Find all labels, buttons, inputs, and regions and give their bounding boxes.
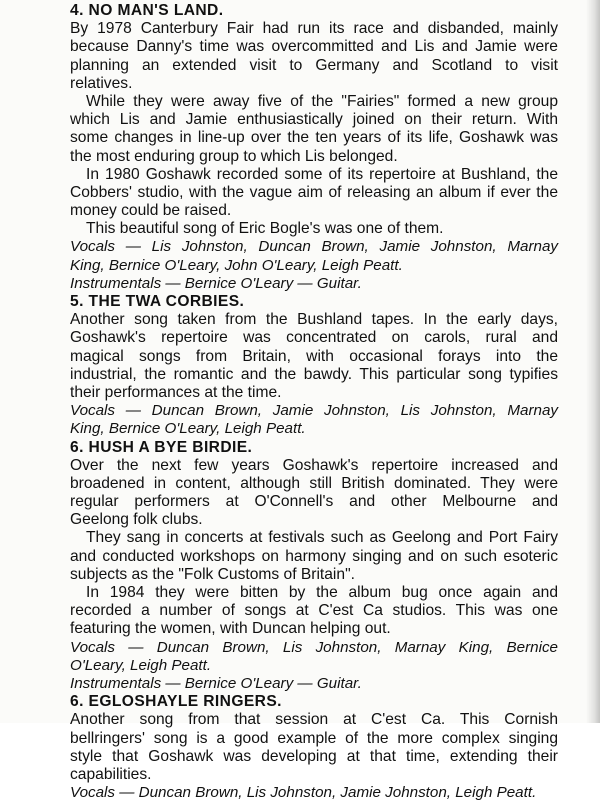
credits-line: King, Bernice O'Leary, Leigh Peatt.: [70, 420, 306, 438]
paragraph-line: regular performers at O'Connell's and other Melbourne and: [70, 493, 558, 511]
paragraph-line: Another song taken from the Bushland tapes. In the early days,: [70, 311, 558, 329]
paragraph-line: They sang in concerts at festivals such as Geelong and Port Fairy: [86, 529, 558, 547]
paragraph-line: some changes in line-up over the ten years of its life, Goshawk was: [70, 129, 558, 147]
paragraph-line: relatives.: [70, 74, 133, 92]
paragraph-line: their performances at the time.: [70, 383, 282, 401]
paragraph-line: planning an extended visit to Germany and Scotland to visit: [70, 56, 558, 74]
paragraph-line: recorded a number of songs at C'est Ca studios. This was one: [70, 602, 558, 620]
paragraph-line: Goshawk's repertoire was concentrated on carols, rural and: [70, 329, 558, 347]
credits-line: Instrumentals — Bernice O'Leary — Guitar.: [70, 674, 362, 692]
credits-line: Vocals — Duncan Brown, Lis Johnston, Marnay King, Bernice: [70, 638, 558, 656]
page-edge-shadow: [586, 0, 600, 723]
section-heading-twa-corbies: 5. THE TWA CORBIES.: [70, 293, 245, 310]
credits-line: Vocals — Duncan Brown, Jamie Johnston, Lis Johnston, Marnay: [70, 402, 558, 420]
liner-notes-text: [70, 2, 558, 802]
paragraph-line: bellringers' song is a good example of the more complex singing: [70, 729, 558, 747]
paragraph-line: Cobbers' studio, with the vague aim of releasing an album if ever the: [70, 183, 558, 201]
paragraph-line: industrial, the romantic and the bawdy. This particular song typifies: [70, 365, 558, 383]
paragraph-line: style that Goshawk was developing at that time, extending their: [70, 747, 558, 765]
paragraph-line: Another song from that session at C'est Ca. This Cornish: [70, 711, 558, 729]
paragraph-line: the most enduring group to which Lis belonged.: [70, 147, 398, 165]
paragraph-line: because Danny's time was overcommitted and Lis and Jamie were: [70, 38, 558, 56]
credits-line: Vocals — Lis Johnston, Duncan Brown, Jamie Johnston, Marnay: [70, 238, 558, 256]
paragraph-line: featuring the women, with Duncan helping out.: [70, 620, 391, 638]
paragraph-line: In 1984 they were bitten by the album bug once again and: [86, 584, 558, 601]
credits-line: O'Leary, Leigh Peatt.: [70, 656, 212, 674]
paragraph-line: money could be raised.: [70, 202, 232, 220]
credits-line: Instrumentals — Bernice O'Leary — Guitar.: [70, 274, 362, 292]
paragraph-line: magical songs from Britain, with occasional forays into the: [70, 347, 558, 365]
paragraph-line: Geelong folk clubs.: [70, 511, 203, 529]
credits-line: Vocals — Duncan Brown, Lis Johnston, Jamie Johnston, Leigh Peatt.: [70, 784, 537, 802]
paragraph-line: While they were away five of the "Fairies" formed a new group: [86, 92, 558, 110]
section-heading-no-mans-land: 4. NO MAN'S LAND.: [70, 2, 224, 19]
paragraph-line: In 1980 Goshawk recorded some of its repertoire at Bushland, the: [86, 165, 558, 183]
paragraph-line: broadened in content, although still British dominated. They were: [70, 474, 558, 492]
paragraph-line: By 1978 Canterbury Fair had run its race and disbanded, mainly: [70, 20, 558, 38]
paragraph-line: and conducted workshops on harmony singing and on such esoteric: [70, 547, 558, 565]
credits-line: King, Bernice O'Leary, John O'Leary, Leigh Peatt.: [70, 256, 403, 274]
paragraph-line: This beautiful song of Eric Bogle's was one of them.: [86, 220, 444, 238]
section-heading-hush-a-bye-birdie: 6. HUSH A BYE BIRDIE.: [70, 438, 253, 456]
paragraph-line: Over the next few years Goshawk's repertoire increased and: [70, 456, 558, 474]
paragraph-line: capabilities.: [70, 765, 152, 783]
paragraph-line: which Lis and Jamie enthusiastically joined on their return. With: [70, 111, 558, 129]
section-heading-egloshayle-ringers: 6. EGLOSHAYLE RINGERS.: [70, 693, 282, 711]
paragraph-line: subjects as the "Folk Customs of Britain".: [70, 565, 355, 583]
